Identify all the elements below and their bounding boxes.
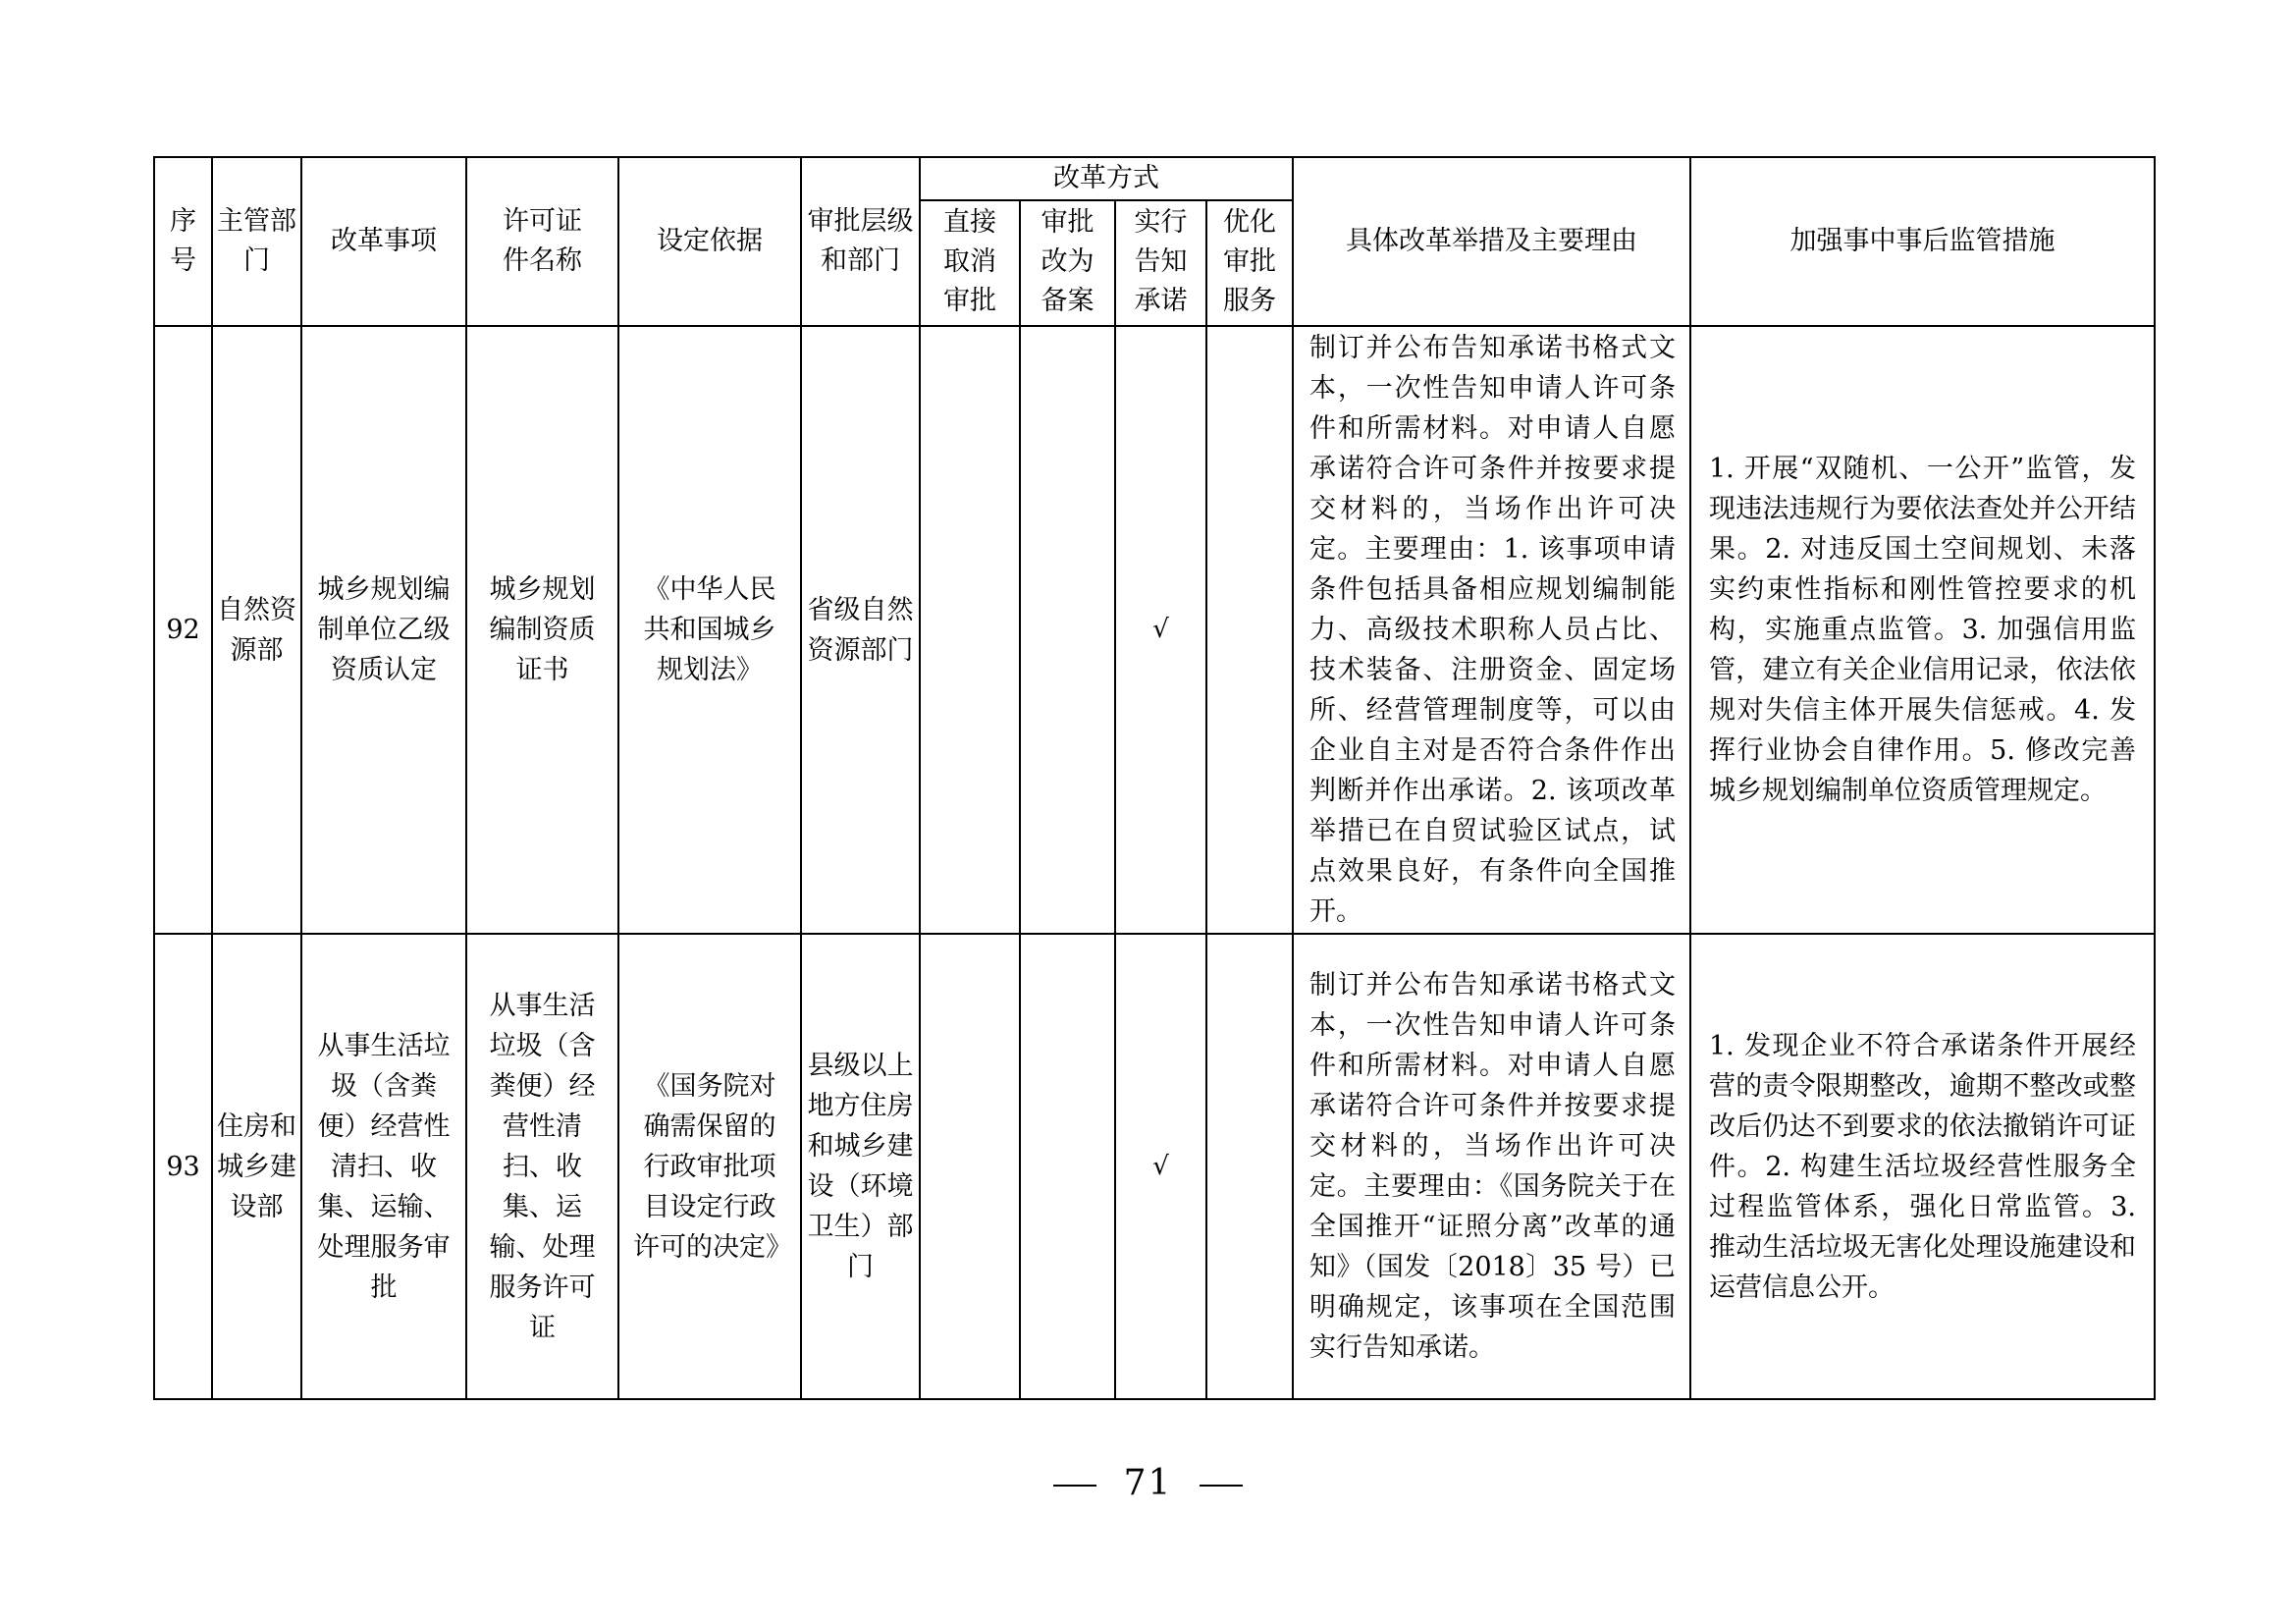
cell-method-notify [1115, 934, 1206, 1399]
cell-seq: 93 [154, 934, 212, 1399]
cell-dept: 住房和城乡建设部 [212, 934, 301, 1399]
table-row [154, 934, 2155, 1399]
header-method-record: 审批改为备案 [1020, 200, 1115, 326]
header-method-notify: 实行告知承诺 [1115, 200, 1206, 326]
cell-method-optimize [1206, 934, 1293, 1399]
cell-dept: 自然资源部 [212, 326, 301, 934]
cell-basis: 《国务院对确需保留的行政审批项目设定行政许可的决定》 [618, 934, 801, 1399]
cell-method-cancel [920, 934, 1020, 1399]
table-row [154, 326, 2155, 934]
page-dash-right [1200, 1485, 1243, 1487]
cell-method-record [1020, 326, 1115, 934]
cell-basis: 《中华人民共和国城乡规划法》 [618, 326, 801, 934]
page-dash-left [1053, 1485, 1096, 1487]
cell-supervision: 1. 发现企业不符合承诺条件开展经营的责令限期整改，逾期不整改或整改后仍达不到要求的依法撤销许可证件。2. 构建生活垃圾经营性服务全过程监管体系，强化日常监管。3. 推动生活垃圾无害化处理设施建设和运营信息公开。 [1690, 934, 2155, 1399]
header-method-optimize: 优化审批服务 [1206, 200, 1293, 326]
header-method-cancel: 直接取消审批 [920, 200, 1020, 326]
cell-measures: 制订并公布告知承诺书格式文本，一次性告知申请人许可条件和所需材料。对申请人自愿承诺符合许可条件并按要求提交材料的，当场作出许可决定。主要理由：《国务院关于在全国推开“证照分离”改革的通知》（国发〔2018〕35 号）已明确规定，该事项在全国范围实行告知承诺。 [1293, 934, 1690, 1399]
page-number [0, 1463, 2296, 1503]
cell-seq: 92 [154, 326, 212, 934]
cell-method-cancel [920, 326, 1020, 934]
header-basis: 设定依据 [618, 157, 801, 326]
cell-level: 省级自然资源部门 [801, 326, 920, 934]
page-number-value: 71 [1123, 1463, 1173, 1503]
cell-method-optimize [1206, 326, 1293, 934]
header-supervision: 加强事中事后监管措施 [1690, 157, 2155, 326]
reform-table [153, 156, 2156, 1400]
cell-item: 从事生活垃圾（含粪便）经营性清扫、收集、运输、处理服务审批 [301, 934, 466, 1399]
cell-measures: 制订并公布告知承诺书格式文本，一次性告知申请人许可条件和所需材料。对申请人自愿承诺符合许可条件并按要求提交材料的，当场作出许可决定。主要理由：1. 该事项申请条件包括具备相应规划编制能力、高级技术职称人员占比、技术装备、注册资金、固定场所、经营管理制度等，可以由企业自主对是否符合条件作出判断并作出承诺。2. 该项改革举措已在自贸试验区试点，试点效果良好，有条件向全国推开。 [1293, 326, 1690, 934]
cell-level: 县级以上地方住房和城乡建设（环境卫生）部门 [801, 934, 920, 1399]
cell-method-record [1020, 934, 1115, 1399]
header-measures: 具体改革举措及主要理由 [1293, 157, 1690, 326]
check-mark: √ [1152, 615, 1169, 644]
header-license: 许可证件名称 [466, 157, 618, 326]
header-reform-method: 改革方式 [920, 157, 1293, 200]
header-item: 改革事项 [301, 157, 466, 326]
cell-item: 城乡规划编制单位乙级资质认定 [301, 326, 466, 934]
header-dept: 主管部门 [212, 157, 301, 326]
check-mark: √ [1152, 1151, 1169, 1181]
cell-license: 从事生活垃圾（含粪便）经营性清扫、收集、运输、处理服务许可证 [466, 934, 618, 1399]
cell-method-notify [1115, 326, 1206, 934]
cell-license: 城乡规划编制资质证书 [466, 326, 618, 934]
header-level: 审批层级和部门 [801, 157, 920, 326]
cell-supervision: 1. 开展“双随机、一公开”监管，发现违法违规行为要依法查处并公开结果。2. 对违反国土空间规划、未落实约束性指标和刚性管控要求的机构，实施重点监管。3. 加强信用监管，建立有关企业信用记录，依法依规对失信主体开展失信惩戒。4. 发挥行业协会自律作用。5. 修改完善城乡规划编制单位资质管理规定。 [1690, 326, 2155, 934]
header-seq: 序号 [154, 157, 212, 326]
